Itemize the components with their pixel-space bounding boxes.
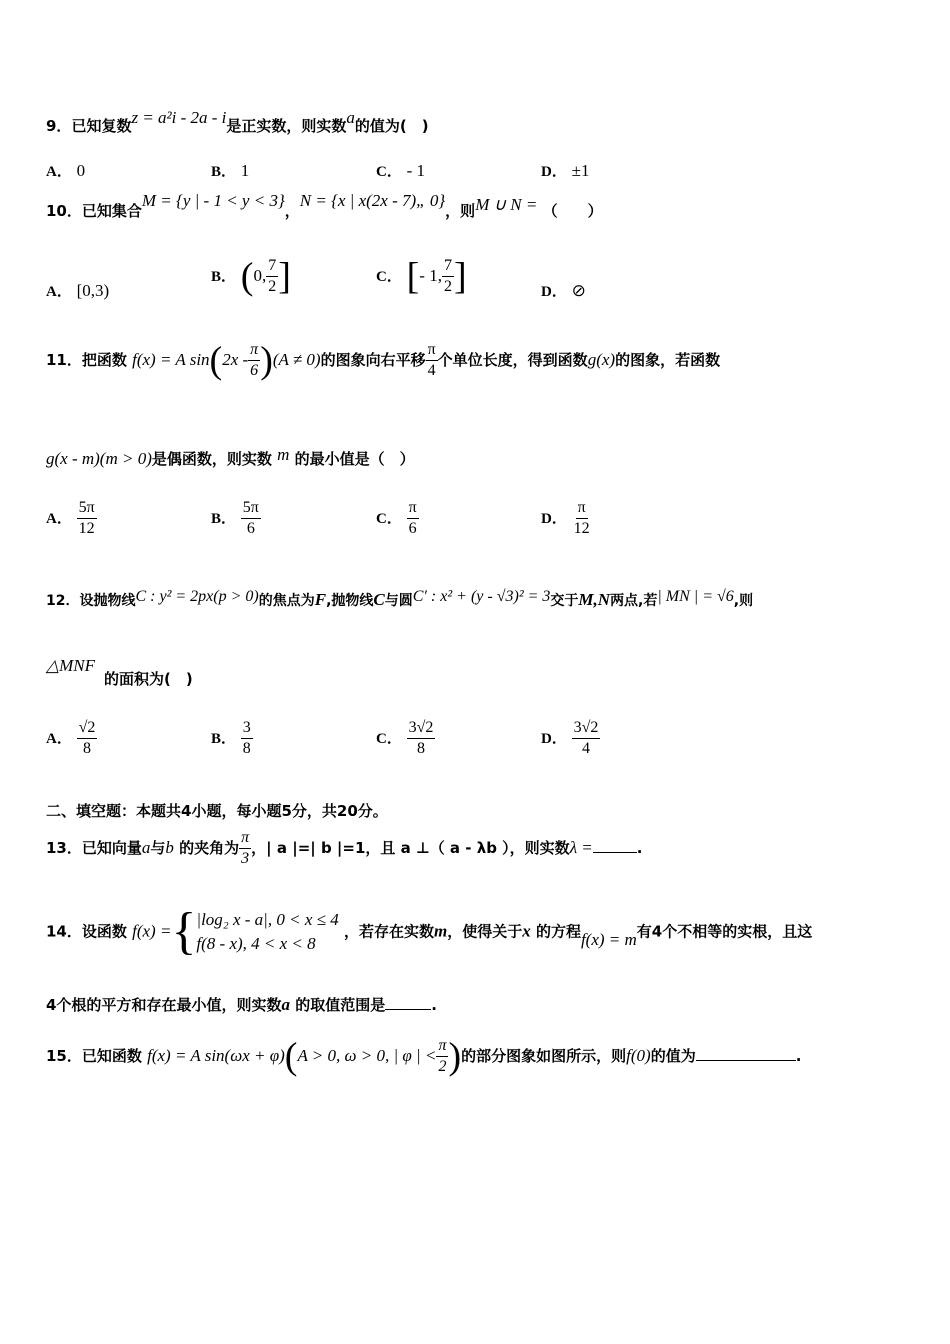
q10-stem: 10．已知集合M = {y | - 1 < y < 3}，N = {x | x(2x - 7)„ 0}，则M ∪ N = （ ） bbox=[46, 191, 603, 220]
q13-stem: 13．已知向量a与b 的夹角为 $\frac{\pi}{3}$ ，| a |=| b |=1，且 a ⊥（ a - λb ），则实数λ = . bbox=[46, 829, 643, 867]
q9-option-a[interactable]: A． 0 bbox=[46, 161, 86, 180]
q12-stem: 12．设抛物线C : y² = 2px(p > 0)的焦点为F,抛物线C与圆C′ : x² + (y - √3)² = 3交于M,N两点,若| MN | = √6,则 bbox=[46, 588, 754, 609]
q9-option-b[interactable]: B． 1 bbox=[211, 161, 250, 180]
q11-line2: g(x - m)(m > 0)是偶函数，则实数 m 的最小值是（ ） bbox=[46, 445, 415, 468]
q13-answer-blank[interactable] bbox=[593, 852, 637, 853]
q12-option-a[interactable]: A． $\frac{√2}{8}$ bbox=[46, 719, 96, 757]
q11-option-a[interactable]: A． $\frac{5\pi}{12}$ bbox=[46, 499, 95, 537]
q9-option-d[interactable]: D． ±1 bbox=[541, 161, 590, 180]
q14-answer-blank[interactable] bbox=[385, 1009, 431, 1010]
q12-option-c[interactable]: C． $\frac{3√2}{8}$ bbox=[376, 719, 434, 757]
q12-option-b[interactable]: B． $\frac{3}{8}$ bbox=[211, 719, 251, 757]
q11-option-d[interactable]: D． $\frac{\pi}{12}$ bbox=[541, 499, 590, 537]
q10-option-d[interactable]: D． ⊘ bbox=[541, 281, 586, 300]
q10-option-c[interactable]: C． [- 1, $\frac{7}{2}$ ] bbox=[376, 255, 467, 298]
q10-option-b[interactable]: B． (0, $\frac{7}{2}$ ] bbox=[211, 255, 291, 298]
q12-line2: 的面积为( ) bbox=[104, 670, 193, 688]
q12-option-d[interactable]: D． $\frac{3√2}{4}$ bbox=[541, 719, 599, 757]
q14-stem: 14．设函数 f(x) ={ |log₂ x - a|, 0 < x ≤ 4 f(8 - x), 4 < x < 8 ，若存在实数m，使得关于x 的方程f(x) = m有4个不相等的实根，且这 bbox=[46, 903, 813, 960]
q12-triangle: △MNF bbox=[46, 656, 95, 675]
q11-stem: 11．把函数 f(x) = A sin(2x - $\frac{\pi}{6}$ )(A ≠ 0)的图象向右平移 $\frac{\pi}{4}$ 个单位长度，得到函数g(x)的图象，若函数 bbox=[46, 339, 721, 382]
section-heading: 二、填空题：本题共4小题，每小题5分，共20分。 bbox=[46, 802, 388, 820]
q11-option-b[interactable]: B． $\frac{5\pi}{6}$ bbox=[211, 499, 259, 537]
q15-answer-blank[interactable] bbox=[696, 1060, 796, 1061]
q15-stem: 15．已知函数 f(x) = A sin(ωx + φ)(A > 0, ω > 0, | φ | < $\frac{\pi}{2}$ )的部分图象如图所示，则f(0)的值为 . bbox=[46, 1035, 802, 1078]
q9-option-c[interactable]: C． - 1 bbox=[376, 161, 426, 180]
q14-line2: 4个根的平方和存在最小值，则实数a 的取值范围是 . bbox=[46, 995, 437, 1014]
q10-option-a[interactable]: A． [0,3) bbox=[46, 281, 110, 300]
q11-option-c[interactable]: C． $\frac{\pi}{6}$ bbox=[376, 499, 417, 537]
q9-stem: 9．已知复数z = a²i - 2a - i是正实数，则实数a的值为( ) bbox=[46, 108, 429, 135]
